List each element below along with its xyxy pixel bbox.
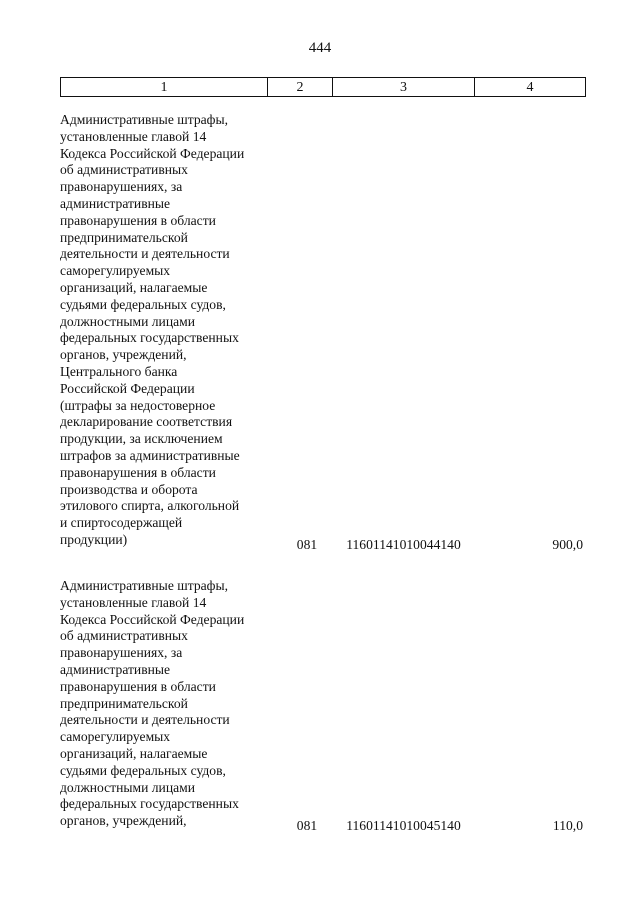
page-number: 444 — [308, 40, 332, 56]
budget-entry — [60, 112, 585, 552]
column-header-1: 1 — [61, 78, 268, 97]
entry-classification-code: 11601141010044140 — [346, 537, 461, 552]
column-header-2: 2 — [268, 78, 333, 97]
budget-entry — [60, 578, 585, 833]
entry-amount: 110,0 — [552, 818, 583, 833]
entry-amount: 900,0 — [552, 537, 583, 552]
entry-admin-code: 081 — [296, 818, 318, 833]
column-header-4: 4 — [475, 78, 586, 97]
entry-description: Административные штрафы, установленные главой 14 Кодекса Российской Федерации об административных правонарушениях, за административные правонарушения в области предпринимательской деятельности и деятельности саморегулируемых организаций, налагаемые судьями федеральных судов, должностными лицами федеральных государственных органов, учреждений, Центрального банка Российской Федерации (штрафы за недостоверное декларирование соответствия продукции, за исключением штрафов за административные правонарушения в области производства и оборота этилового спирта, алкогольной и спиртосодержащей продукции) — [60, 112, 245, 547]
column-header-row — [61, 78, 586, 97]
entry-description: Административные штрафы, установленные главой 14 Кодекса Российской Федерации об административных правонарушениях, за административные правонарушения в области предпринимательской деятельности и деятельности саморегулируемых организаций, налагаемые судьями федеральных судов, должностными лицами федеральных государственных органов, учреждений, — [60, 578, 245, 829]
column-header-3: 3 — [333, 78, 475, 97]
entry-classification-code: 11601141010045140 — [346, 818, 461, 833]
column-header-table — [60, 77, 586, 97]
entry-admin-code: 081 — [296, 537, 318, 552]
